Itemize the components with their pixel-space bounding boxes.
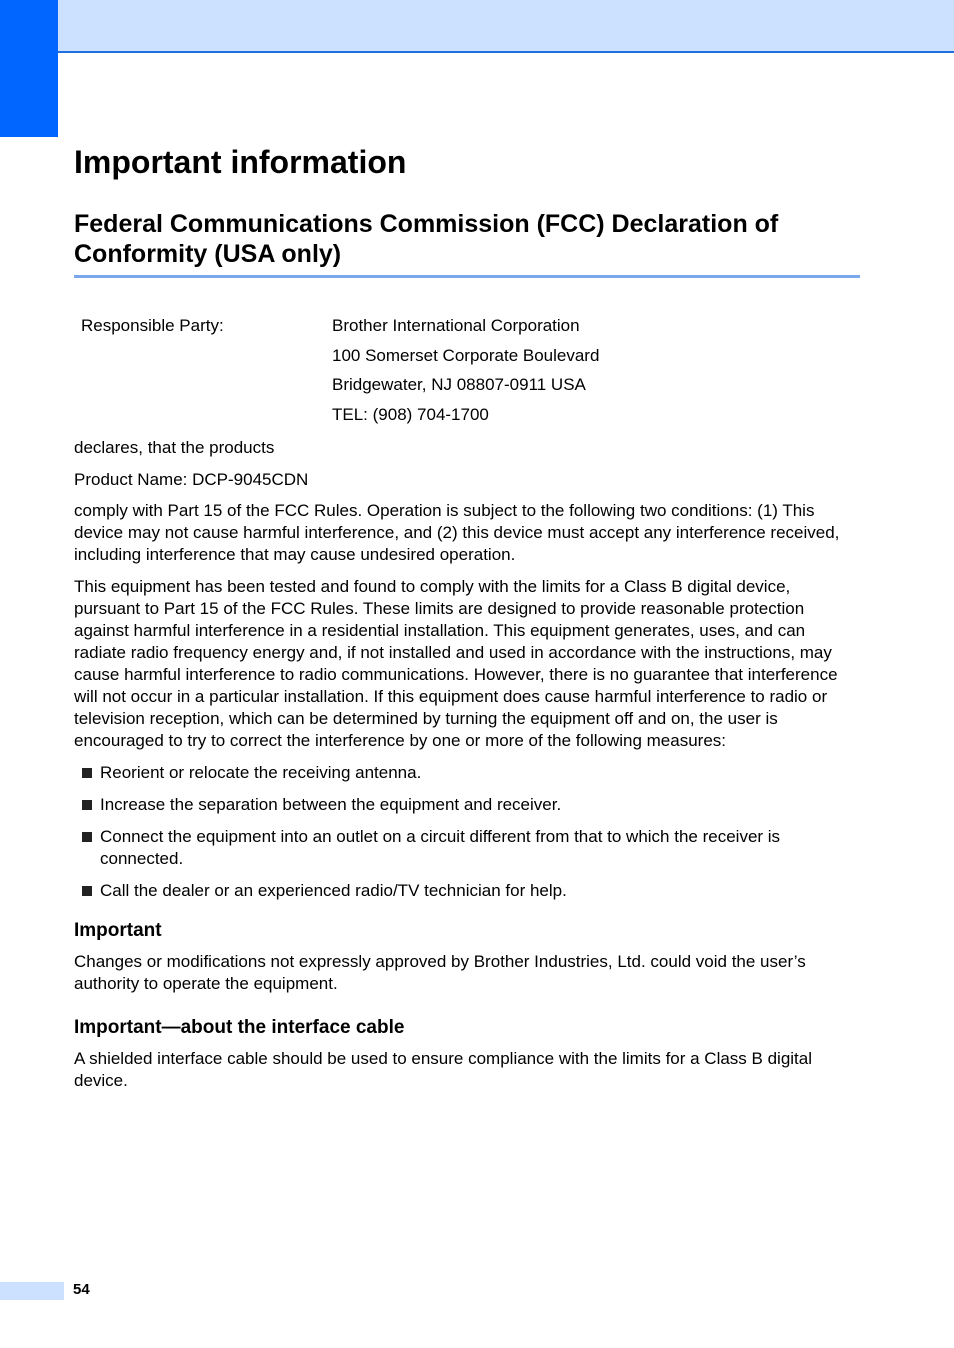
square-bullet-icon [82, 768, 92, 778]
list-item [74, 826, 860, 870]
header-bar [58, 0, 954, 53]
list-item-text: Increase the separation between the equipment and receiver. [100, 795, 562, 814]
body-text [74, 437, 860, 1102]
declares-paragraph: declares, that the products [74, 438, 275, 457]
measures-list [74, 762, 860, 902]
product-name-paragraph: Product Name: DCP-9045CDN [74, 470, 309, 489]
responsible-party-address [332, 311, 599, 429]
address-line: TEL: (908) 704-1700 [332, 404, 489, 424]
interface-cable-heading: Important—about the interface cable [74, 1017, 405, 1038]
address-line: 100 Somerset Corporate Boulevard [332, 345, 600, 365]
square-bullet-icon [82, 800, 92, 810]
list-item-text: Reorient or relocate the receiving antenna. [100, 763, 422, 782]
comply-paragraph: comply with Part 15 of the FCC Rules. Operation is subject to the following two conditions: (1) This device may not cause harmful interference, and (2) this device must accept any interference received, including interference that may cause undesired operation. [74, 501, 840, 564]
footer-bar [0, 1282, 64, 1300]
responsible-party-label: Responsible Party: [81, 316, 224, 335]
square-bullet-icon [82, 832, 92, 842]
page-title: Important information [74, 144, 407, 180]
address-line: Brother International Corporation [332, 316, 580, 335]
chapter-tab-block [0, 0, 58, 137]
list-item-text: Call the dealer or an experienced radio/TV technician for help. [100, 881, 567, 900]
list-item-text: Connect the equipment into an outlet on a circuit different from that to which the receiver is connected. [100, 827, 781, 868]
important-heading: Important [74, 920, 162, 941]
square-bullet-icon [82, 886, 92, 896]
list-item [74, 794, 860, 816]
equipment-paragraph: This equipment has been tested and found to comply with the limits for a Class B digital device, pursuant to Part 15 of the FCC Rules. These limits are designed to provide reasonable protection against harmful interference in a residential installation. This equipment generates, uses, and can radiate radio frequency energy and, if not installed and used in accordance with the instructions, may cause harmful interference to radio communications. However, there is no guarantee that interference will not occur in a particular installation. If this equipment does cause harmful interference to radio or television reception, which can be determined by turning the equipment off and on, the user is encouraged to try to correct the interference by one or more of the following measures: [74, 577, 838, 750]
important-paragraph: Changes or modifications not expressly approved by Brother Industries, Ltd. could void the user’s authority to operate the equipment. [74, 952, 806, 993]
section-title: Federal Communications Commission (FCC) Declaration of Conformity (USA only) [74, 209, 860, 278]
list-item [74, 880, 860, 902]
interface-cable-paragraph: A shielded interface cable should be used to ensure compliance with the limits for a Class B digital device. [74, 1049, 813, 1090]
page-number: 54 [73, 1281, 90, 1298]
list-item [74, 762, 860, 784]
address-line: Bridgewater, NJ 08807-0911 USA [332, 375, 586, 394]
